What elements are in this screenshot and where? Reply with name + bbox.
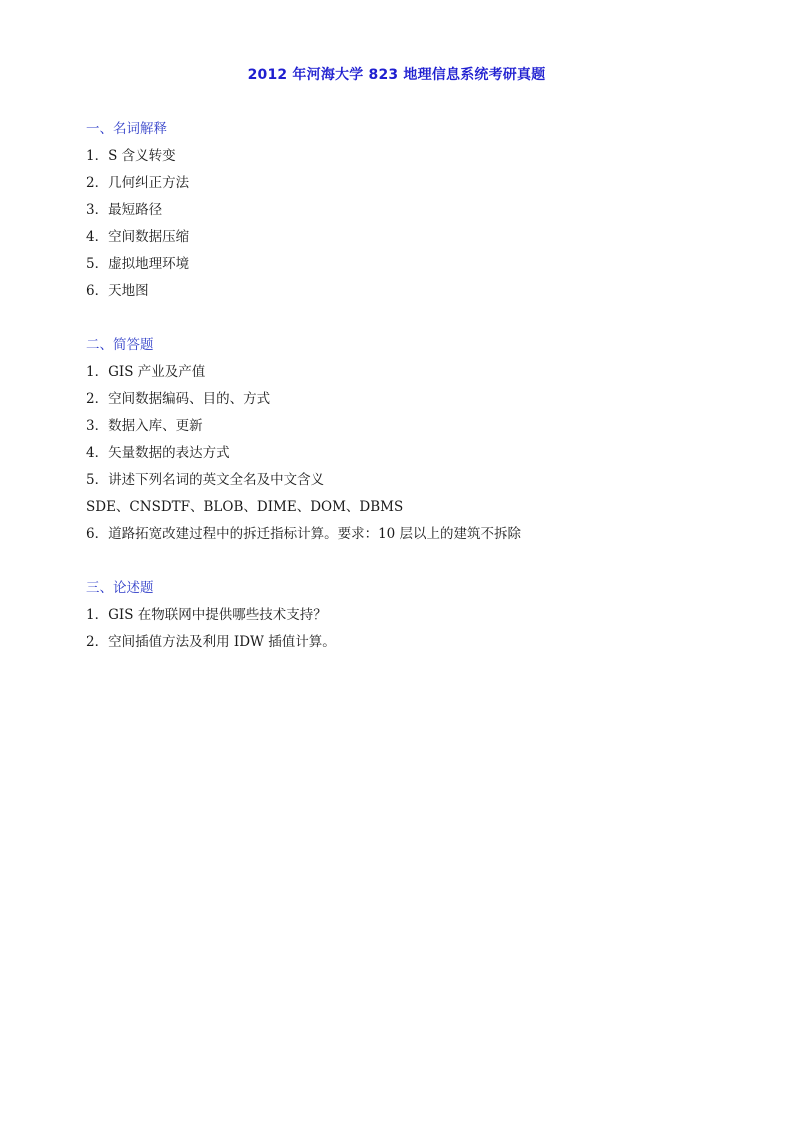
question-item: 2．空间插值方法及利用 IDW 插值计算。 xyxy=(86,634,336,650)
section-short-answer xyxy=(86,332,726,548)
question-item: 6．天地图 xyxy=(86,283,149,299)
section-heading: 二、简答题 xyxy=(86,337,154,353)
question-item: 2．空间数据编码、目的、方式 xyxy=(86,391,271,407)
question-item: 4．矢量数据的表达方式 xyxy=(86,445,230,461)
question-item: 3．最短路径 xyxy=(86,202,163,218)
question-item-continuation: SDE、CNSDTF、BLOB、DIME、DOM、DBMS xyxy=(86,499,404,515)
question-item: 5．讲述下列名词的英文全名及中文含义 xyxy=(86,472,325,488)
question-item: 4．空间数据压缩 xyxy=(86,229,190,245)
question-item: 2．几何纠正方法 xyxy=(86,175,190,191)
question-item: 3．数据入库、更新 xyxy=(86,418,203,434)
section-essay xyxy=(86,575,726,656)
question-item: 1．S 含义转变 xyxy=(86,148,176,164)
question-item: 5．虚拟地理环境 xyxy=(86,256,190,272)
question-item: 6．道路拓宽改建过程中的拆迁指标计算。要求：10 层以上的建筑不拆除 xyxy=(86,526,522,542)
section-heading: 三、论述题 xyxy=(86,580,154,596)
question-item: 1．GIS 产业及产值 xyxy=(86,364,206,380)
page-title: 2012 年河海大学 823 地理信息系统考研真题 xyxy=(247,67,546,83)
section-terms xyxy=(86,116,726,305)
section-heading: 一、名词解释 xyxy=(86,121,167,137)
question-item: 1．GIS 在物联网中提供哪些技术支持？ xyxy=(86,607,327,623)
